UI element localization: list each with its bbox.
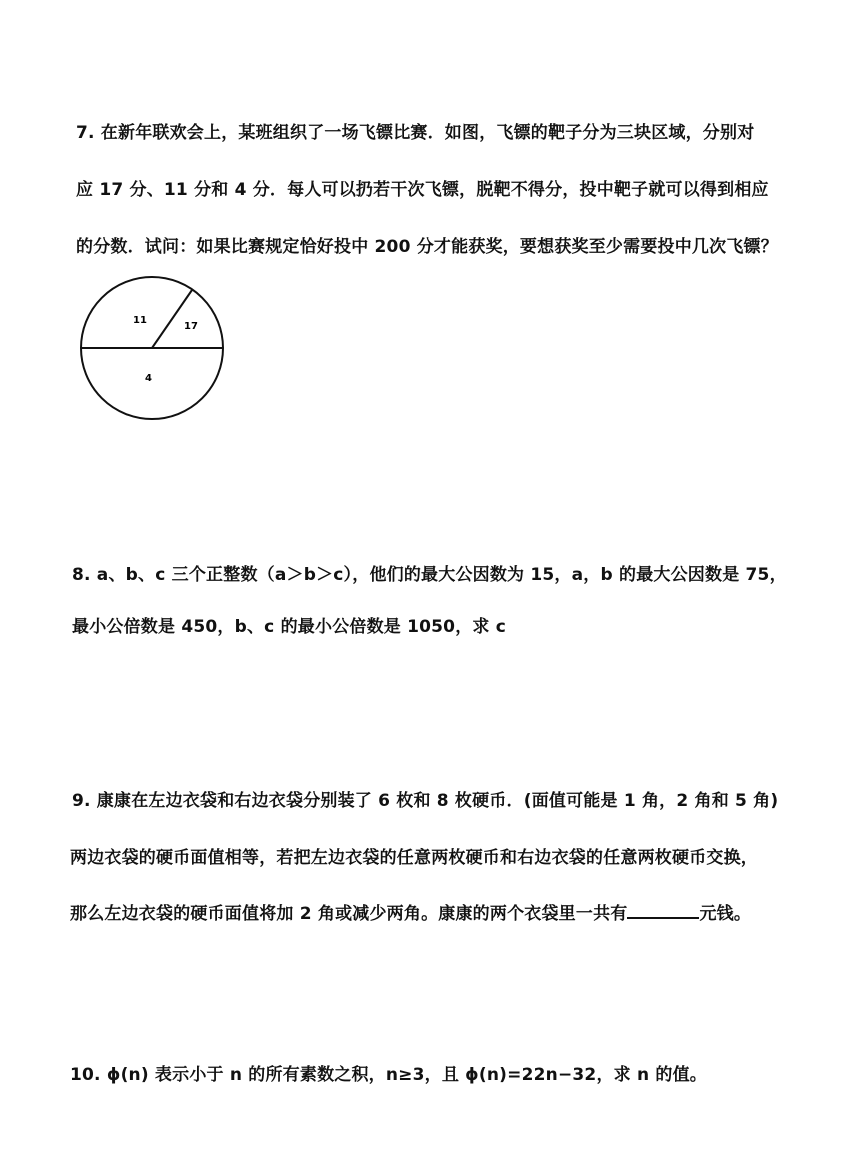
q9-line-3: [70, 899, 751, 924]
q9-line-3-text: 那么左边衣袋的硬币面值将加 2 角或减少两角。康康的两个衣袋里一共有: [70, 904, 628, 924]
answer-blank[interactable]: [627, 903, 699, 919]
q9-line-1: 9. 康康在左边衣袋和右边衣袋分别装了 6 枚和 8 枚硬币．(面值可能是 1 角，2 角和 5 角): [72, 791, 779, 811]
q8-line-2: 最小公倍数是 450，b、c 的最小公倍数是 1050，求 c: [72, 617, 506, 637]
q8-line-1: 8. a、b、c 三个正整数（a＞b＞c），他们的最大公因数为 15，a，b 的最大公因数是 75，: [72, 565, 787, 585]
q7-line-2: 应 17 分、11 分和 4 分．每人可以扔若干次飞镖，脱靶不得分，投中靶子就可以得到相应: [76, 180, 769, 200]
region-label-11: 11: [133, 315, 147, 326]
region-label-17: 17: [184, 321, 198, 332]
q9-line-2: 两边衣袋的硬币面值相等，若把左边衣袋的任意两枚硬币和右边衣袋的任意两枚硬币交换，: [70, 848, 758, 868]
q7-line-1: 7. 在新年联欢会上，某班组织了一场飞镖比赛．如图，飞镖的靶子分为三块区域，分别对: [76, 123, 755, 143]
dartboard-radius: [152, 290, 192, 348]
q10-line-1: 10. ϕ(n) 表示小于 n 的所有素数之积，n≥3，且 ϕ(n)=22n−32，求 n 的值。: [70, 1065, 707, 1085]
q7-line-3: 的分数．试问：如果比赛规定恰好投中 200 分才能获奖，要想获奖至少需要投中几次飞镖？: [76, 237, 778, 257]
q9-line-3-unit: 元钱。: [699, 904, 752, 924]
dartboard-figure: [78, 276, 230, 428]
region-label-4: 4: [145, 373, 152, 384]
